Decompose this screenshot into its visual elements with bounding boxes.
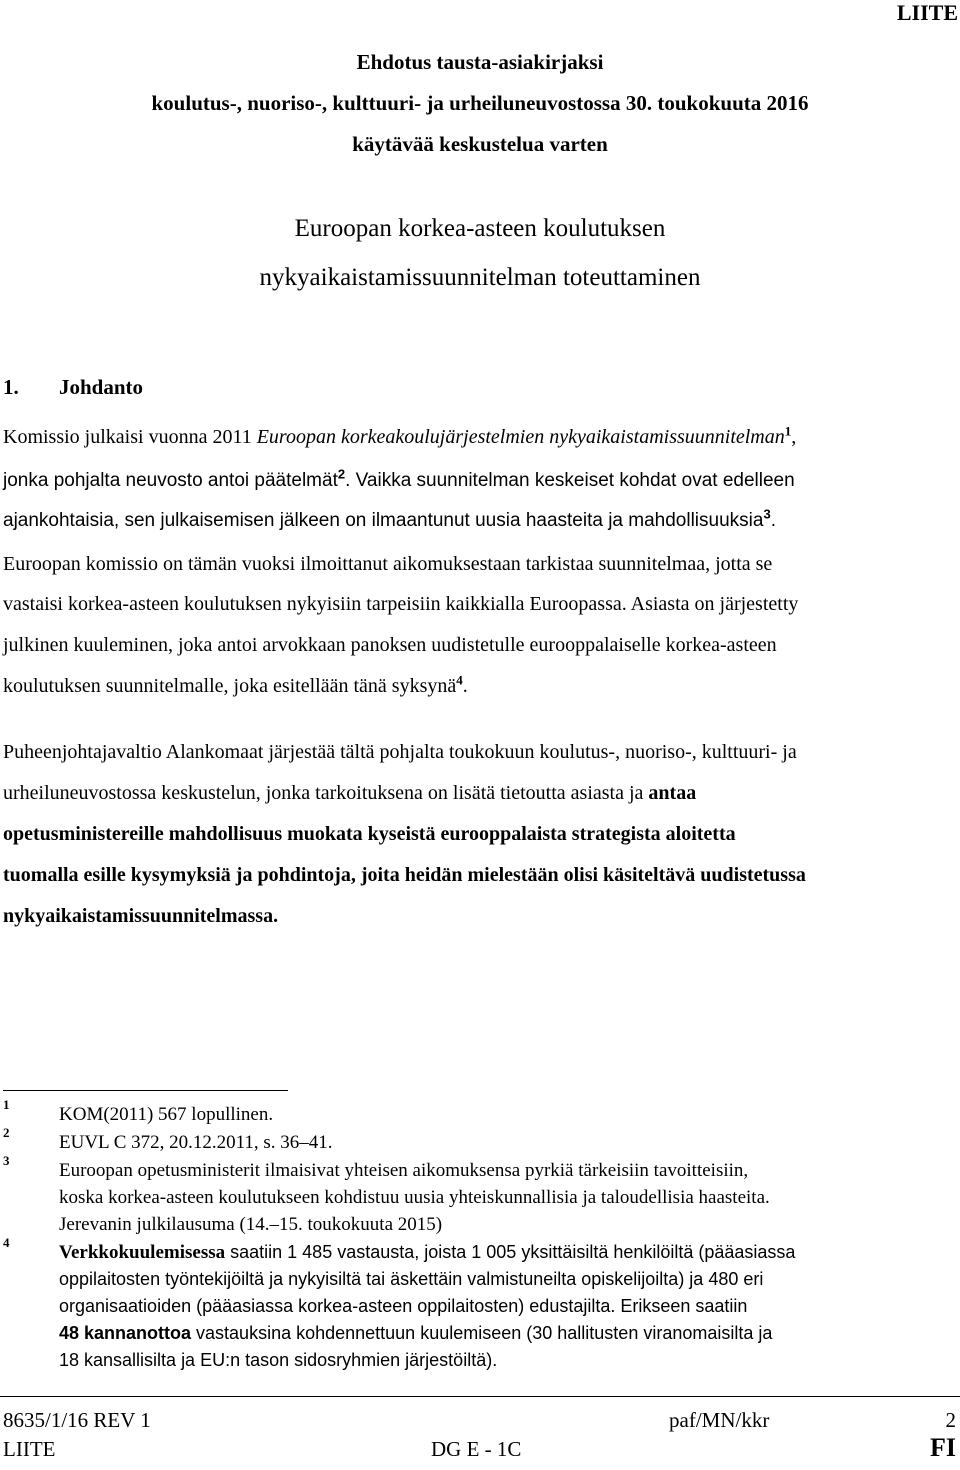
footnote-ref-4[interactable]: 4 [456, 672, 463, 688]
footnote-3-line-3: Jerevanin julkilausuma (14.–15. toukokuuta 2015) [59, 1214, 443, 1235]
footnote-4-line-2: oppilaitosten työntekijöiltä ja nykyisiltä tai äskettäin valmistuneilta opiskelijoilta) ja 480 eri [59, 1269, 764, 1289]
annex-label: LIITE [896, 0, 958, 25]
footer-annex: LIITE [3, 1437, 56, 1461]
footnote-separator [3, 1090, 288, 1091]
footnote-1-text: KOM(2011) 567 lopullinen. [59, 1104, 274, 1125]
para1-line-5: vastaisi korkea-asteen koulutuksen nykyisiin tarpeisiin kaikkialla Euroopassa. Asiasta on järjestetty [3, 593, 799, 615]
footnote-3-number: 3 [3, 1153, 10, 1168]
doc-header-line-2: koulutus-, nuoriso-, kulttuuri- ja urheiluneuvostossa 30. toukokuuta 2016 [151, 91, 809, 115]
footnote-4-line-4: 48 kannanottoa vastauksina kohdennettuun kuulemiseen (30 hallitusten viranomaisilta ja [59, 1323, 773, 1343]
footnote-3-line-1: Euroopan opetusministerit ilmaisivat yhteisen aikomuksensa pyrkiä tärkeisiin tavoitteisiin, [59, 1160, 749, 1181]
section-heading [3, 375, 143, 400]
footnote-2-text: EUVL C 372, 20.12.2011, s. 36–41. [59, 1132, 333, 1153]
para2-line-3: opetusministereille mahdollisuus muokata kyseistä eurooppalaista strategista aloitetta [3, 823, 736, 845]
doc-header-line-3: käytävää keskustelua varten [352, 132, 608, 156]
footnote-3-line-2: koska korkea-asteen koulutukseen kohdistuu uusia yhteiskunnallisia ja taloudellisia haasteita. [59, 1187, 770, 1208]
footer-language: FI [930, 1433, 956, 1462]
para2-line-4: tuomalla esille kysymyksiä ja pohdintoja, joita heidän mielestään olisi käsiteltävä uudistetussa [3, 864, 806, 886]
document-title-line-2: nykyaikaistamissuunnitelman toteuttaminen [259, 264, 701, 291]
footnote-ref-1[interactable]: 1 [784, 423, 792, 439]
para1-line-1: Komissio julkaisi vuonna 2011 Euroopan korkeakoulujärjestelmien nykyaikaistamissuunnitelman$^1$, [3, 423, 797, 448]
document-title-line-1: Euroopan korkea-asteen koulutuksen [294, 215, 666, 242]
footnote-1-number: 1 [3, 1097, 10, 1112]
section-number: 1. [3, 375, 19, 399]
footnote-ref-3[interactable]: 3 [763, 506, 771, 522]
footnote-ref-2[interactable]: 2 [337, 466, 346, 482]
para1-line-7: koulutuksen suunnitelmalle, joka esitellään tänä syksynä$^4$. [3, 672, 468, 697]
footnote-4-number: 4 [3, 1235, 10, 1250]
footer-dg: DG E - 1C [431, 1437, 522, 1461]
para2-line-2: urheiluneuvostossa keskustelun, jonka tarkoituksena on lisätä tietoutta asiasta ja antaa [3, 782, 697, 804]
footer-separator [0, 1396, 960, 1397]
footer-page-number: 2 [945, 1408, 956, 1432]
para1-line-3: ajankohtaisia, sen julkaisemisen jälkeen on ilmaantunut uusia haasteita ja mahdollisuuksia$^3$. [3, 506, 776, 531]
footnote-4-line-5: 18 kansallisilta ja EU:n tason sidosryhmien järjestöiltä). [59, 1350, 498, 1370]
footer-doc-ref: 8635/1/16 REV 1 [3, 1408, 151, 1432]
footer-initials: paf/MN/kkr [669, 1408, 770, 1432]
para1-line-4: Euroopan komissio on tämän vuoksi ilmoittanut aikomuksestaan tarkistaa suunnitelmaa, jotta se [3, 553, 773, 575]
para2-line-5: nykyaikaistamissuunnitelmassa. [3, 905, 279, 927]
para2-line-1: Puheenjohtajavaltio Alankomaat järjestää tältä pohjalta toukokuun koulutus-, nuoriso-, kulttuuri- ja [3, 741, 797, 763]
footnote-4-line-1: Verkkokuulemisessa saatiin 1 485 vastausta, joista 1 005 yksittäisiltä henkilöiltä (pääasiassa [59, 1242, 796, 1263]
para1-line-2: jonka pohjalta neuvosto antoi päätelmät$^2$. Vaikka suunnitelman keskeiset kohdat ovat edelleen [3, 466, 795, 491]
para1-line-6: julkinen kuuleminen, joka antoi arvokkaan panoksen uudistetulle eurooppalaiselle korkea-asteen [3, 634, 777, 656]
footnote-2-number: 2 [3, 1125, 10, 1140]
section-title: Johdanto [59, 375, 144, 399]
footnote-4-line-3: organisaatioiden (pääasiassa korkea-asteen oppilaitosten) edustajilta. Erikseen saatiin [59, 1296, 748, 1316]
doc-header-line-1: Ehdotus tausta-asiakirjaksi [356, 50, 604, 74]
